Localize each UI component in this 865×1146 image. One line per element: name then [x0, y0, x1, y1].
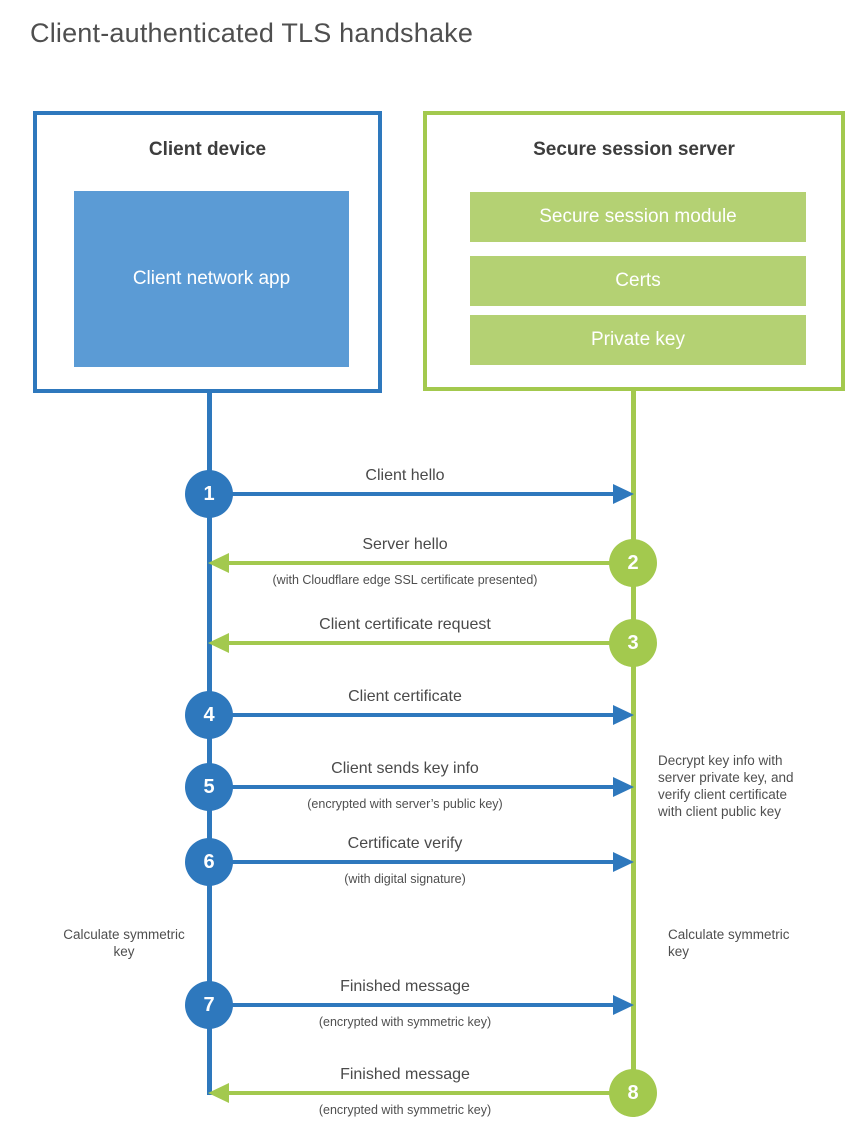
server-module-bar: Private key: [470, 315, 806, 365]
calc-symmetric-key-left: Calculate symmetric key: [63, 927, 185, 959]
secure-session-server-box: [423, 111, 845, 391]
step-circle: 3: [609, 619, 657, 667]
message-label: Server hello: [362, 536, 448, 553]
message-subtitle: (encrypted with symmetric key): [318, 1103, 492, 1117]
server-module-bar: Certs: [470, 256, 806, 306]
step-circle: 2: [609, 539, 657, 587]
step-circle: 6: [185, 838, 233, 886]
message-label: Client certificate: [348, 688, 462, 705]
step-circle: 5: [185, 763, 233, 811]
client-network-app-label: Client network app: [132, 268, 291, 289]
page-title: Client-authenticated TLS handshake: [30, 18, 474, 48]
message-label: Finished message: [340, 978, 470, 995]
step-circle: 7: [185, 981, 233, 1029]
message-subtitle: (with digital signature): [344, 872, 466, 886]
message-subtitle: (with Cloudflare edge SSL certificate presented): [272, 573, 538, 587]
message-label: Client sends key info: [331, 760, 479, 777]
calc-symmetric-key-right: Calculate symmetric key: [668, 927, 790, 959]
secure-session-server-title: Secure session server: [533, 139, 735, 160]
step-circle: 4: [185, 691, 233, 739]
step-circle: 8: [609, 1069, 657, 1117]
client-device-box: [33, 111, 382, 393]
server-module-bar: Secure session module: [470, 192, 806, 242]
client-device-title: Client device: [148, 139, 267, 160]
message-subtitle: (encrypted with server’s public key): [307, 797, 503, 811]
message-label: Client certificate request: [319, 616, 491, 633]
client-network-app-box: [74, 191, 349, 367]
message-label: Certificate verify: [347, 835, 463, 852]
message-subtitle: (encrypted with symmetric key): [318, 1015, 492, 1029]
decrypt-note: Decrypt key info with server private key, and verify client certificate with client public key: [658, 753, 794, 819]
step-circle: 1: [185, 470, 233, 518]
message-label: Finished message: [340, 1066, 470, 1083]
message-label: Client hello: [365, 467, 445, 484]
